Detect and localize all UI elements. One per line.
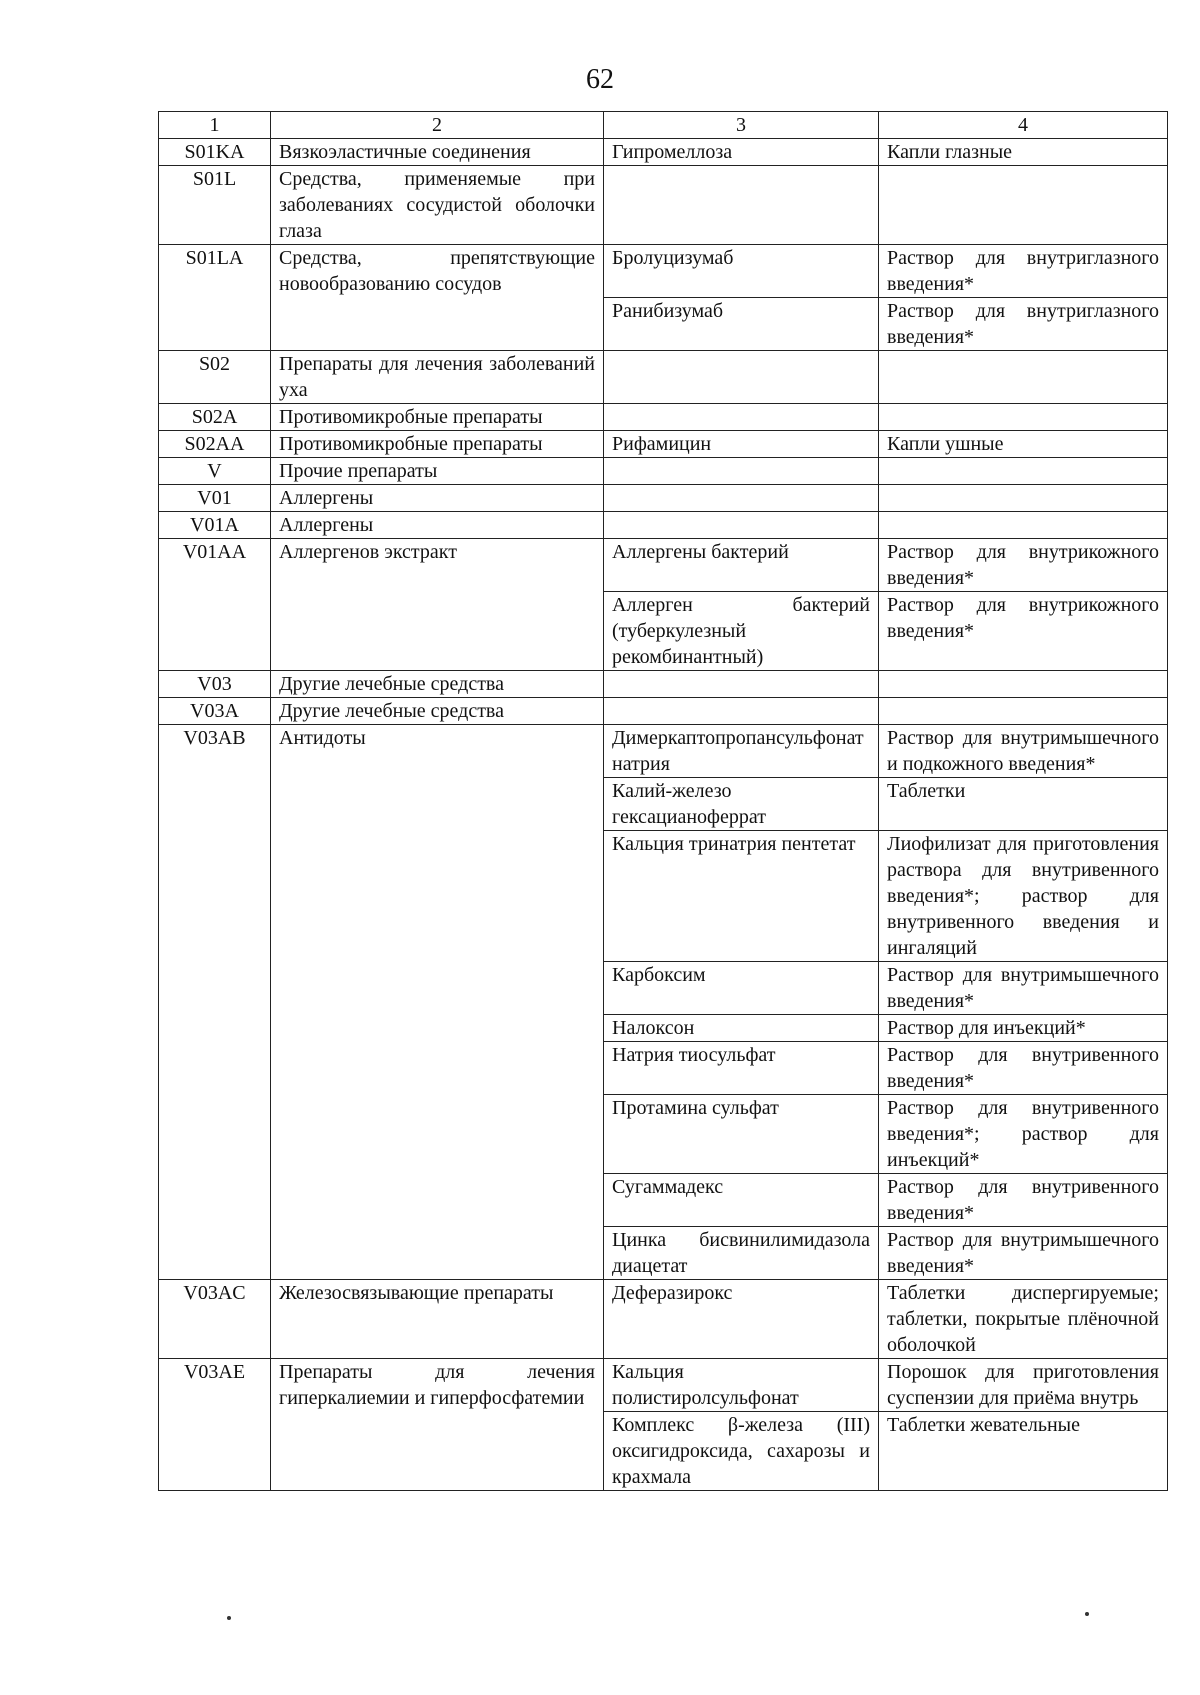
group-name-cell: Другие лечебные средства [271, 671, 604, 698]
atc-code-cell: V03 [159, 671, 271, 698]
drug-name-cell: Бролуцизумаб [604, 245, 879, 298]
table-header [159, 112, 1168, 139]
drug-name-cell [604, 512, 879, 539]
drug-name-cell: Гипромеллоза [604, 139, 879, 166]
dosage-form-cell: Таблетки [879, 778, 1168, 831]
dosage-form-cell [879, 166, 1168, 245]
table-row [159, 1280, 1168, 1359]
dosage-form-cell: Раствор для внутрикожного введения* [879, 592, 1168, 671]
dosage-form-cell: Раствор для инъекций* [879, 1015, 1168, 1042]
table-row [159, 725, 1168, 778]
atc-code-cell: S02A [159, 404, 271, 431]
drug-table [158, 111, 1168, 1491]
table-row [159, 698, 1168, 725]
dosage-form-cell: Раствор для внутримышечного введения* [879, 1227, 1168, 1280]
drug-name-cell: Натрия тиосульфат [604, 1042, 879, 1095]
table-row [159, 351, 1168, 404]
group-name-cell: Противомикробные препараты [271, 404, 604, 431]
dosage-form-cell [879, 485, 1168, 512]
group-name-cell: Средства, применяемые при заболеваниях сосудистой оболочки глаза [271, 166, 604, 245]
drug-name-cell [604, 485, 879, 512]
dosage-form-cell: Раствор для внутримышечного введения* [879, 962, 1168, 1015]
drug-name-cell: Димеркаптопропансульфонат натрия [604, 725, 879, 778]
dosage-form-cell [879, 698, 1168, 725]
dosage-form-cell [879, 351, 1168, 404]
atc-code-cell: V03A [159, 698, 271, 725]
scan-speck [227, 1616, 231, 1620]
atc-code-cell: V03AB [159, 725, 271, 1280]
column-header: 4 [879, 112, 1168, 139]
table-row [159, 458, 1168, 485]
dosage-form-cell: Раствор для внутриглазного введения* [879, 245, 1168, 298]
drug-name-cell [604, 458, 879, 485]
drug-name-cell [604, 166, 879, 245]
group-name-cell: Препараты для лечения заболеваний уха [271, 351, 604, 404]
group-name-cell: Железосвязывающие препараты [271, 1280, 604, 1359]
atc-code-cell: V01 [159, 485, 271, 512]
table-row [159, 671, 1168, 698]
dosage-form-cell: Капли глазные [879, 139, 1168, 166]
drug-name-cell: Сугаммадекс [604, 1174, 879, 1227]
dosage-form-cell: Лиофилизат для приготовления раствора для внутривенного введения*; раствор для внутривенного введения и ингаляций [879, 831, 1168, 962]
drug-name-cell: Рифамицин [604, 431, 879, 458]
drug-name-cell: Калий-железо гексацианоферрат [604, 778, 879, 831]
dosage-form-cell [879, 458, 1168, 485]
atc-code-cell: V01AA [159, 539, 271, 671]
scan-speck [1085, 1612, 1089, 1616]
column-header: 3 [604, 112, 879, 139]
dosage-form-cell: Раствор для внутривенного введения* [879, 1042, 1168, 1095]
table-row [159, 512, 1168, 539]
drug-name-cell [604, 351, 879, 404]
drug-name-cell: Деферазирокс [604, 1280, 879, 1359]
group-name-cell: Средства, препятствующие новообразованию сосудов [271, 245, 604, 351]
table-row [159, 539, 1168, 592]
table-row [159, 139, 1168, 166]
dosage-form-cell: Раствор для внутривенного введения*; раствор для инъекций* [879, 1095, 1168, 1174]
dosage-form-cell: Раствор для внутриглазного введения* [879, 298, 1168, 351]
table-row [159, 166, 1168, 245]
drug-name-cell: Кальция полистиролсульфонат [604, 1359, 879, 1412]
group-name-cell: Противомикробные препараты [271, 431, 604, 458]
column-header: 1 [159, 112, 271, 139]
group-name-cell: Прочие препараты [271, 458, 604, 485]
atc-code-cell: S01LA [159, 245, 271, 351]
atc-code-cell: S01KA [159, 139, 271, 166]
dosage-form-cell: Таблетки диспергируемые; таблетки, покрытые плёночной оболочкой [879, 1280, 1168, 1359]
table-row [159, 485, 1168, 512]
page-number: 62 [586, 64, 614, 95]
atc-code-cell: S01L [159, 166, 271, 245]
atc-code-cell: V03AC [159, 1280, 271, 1359]
dosage-form-cell: Порошок для приготовления суспензии для приёма внутрь [879, 1359, 1168, 1412]
dosage-form-cell: Таблетки жевательные [879, 1412, 1168, 1491]
drug-name-cell: Аллергены бактерий [604, 539, 879, 592]
table-row [159, 431, 1168, 458]
group-name-cell: Вязкоэластичные соединения [271, 139, 604, 166]
drug-name-cell: Карбоксим [604, 962, 879, 1015]
table-row [159, 245, 1168, 298]
atc-code-cell: S02AA [159, 431, 271, 458]
atc-code-cell: V03AE [159, 1359, 271, 1491]
drug-name-cell: Кальция тринатрия пентетат [604, 831, 879, 962]
table-body [159, 139, 1168, 1491]
group-name-cell: Аллергены [271, 512, 604, 539]
drug-name-cell [604, 671, 879, 698]
group-name-cell: Препараты для лечения гиперкалиемии и гиперфосфатемии [271, 1359, 604, 1491]
drug-name-cell: Цинка бисвинилимидазола диацетат [604, 1227, 879, 1280]
dosage-form-cell [879, 512, 1168, 539]
drug-name-cell: Аллерген бактерий (туберкулезный рекомбинантный) [604, 592, 879, 671]
table-row [159, 1359, 1168, 1412]
drug-name-cell: Комплекс β-железа (III) оксигидроксида, сахарозы и крахмала [604, 1412, 879, 1491]
dosage-form-cell [879, 404, 1168, 431]
atc-code-cell: V [159, 458, 271, 485]
drug-name-cell: Протамина сульфат [604, 1095, 879, 1174]
drug-name-cell [604, 698, 879, 725]
dosage-form-cell [879, 671, 1168, 698]
dosage-form-cell: Раствор для внутримышечного и подкожного введения* [879, 725, 1168, 778]
dosage-form-cell: Раствор для внутрикожного введения* [879, 539, 1168, 592]
group-name-cell: Аллергенов экстракт [271, 539, 604, 671]
table-row [159, 404, 1168, 431]
drug-name-cell: Налоксон [604, 1015, 879, 1042]
dosage-form-cell: Раствор для внутривенного введения* [879, 1174, 1168, 1227]
group-name-cell: Другие лечебные средства [271, 698, 604, 725]
column-header: 2 [271, 112, 604, 139]
group-name-cell: Антидоты [271, 725, 604, 1280]
group-name-cell: Аллергены [271, 485, 604, 512]
drug-name-cell: Ранибизумаб [604, 298, 879, 351]
atc-code-cell: V01A [159, 512, 271, 539]
dosage-form-cell: Капли ушные [879, 431, 1168, 458]
atc-code-cell: S02 [159, 351, 271, 404]
drug-name-cell [604, 404, 879, 431]
